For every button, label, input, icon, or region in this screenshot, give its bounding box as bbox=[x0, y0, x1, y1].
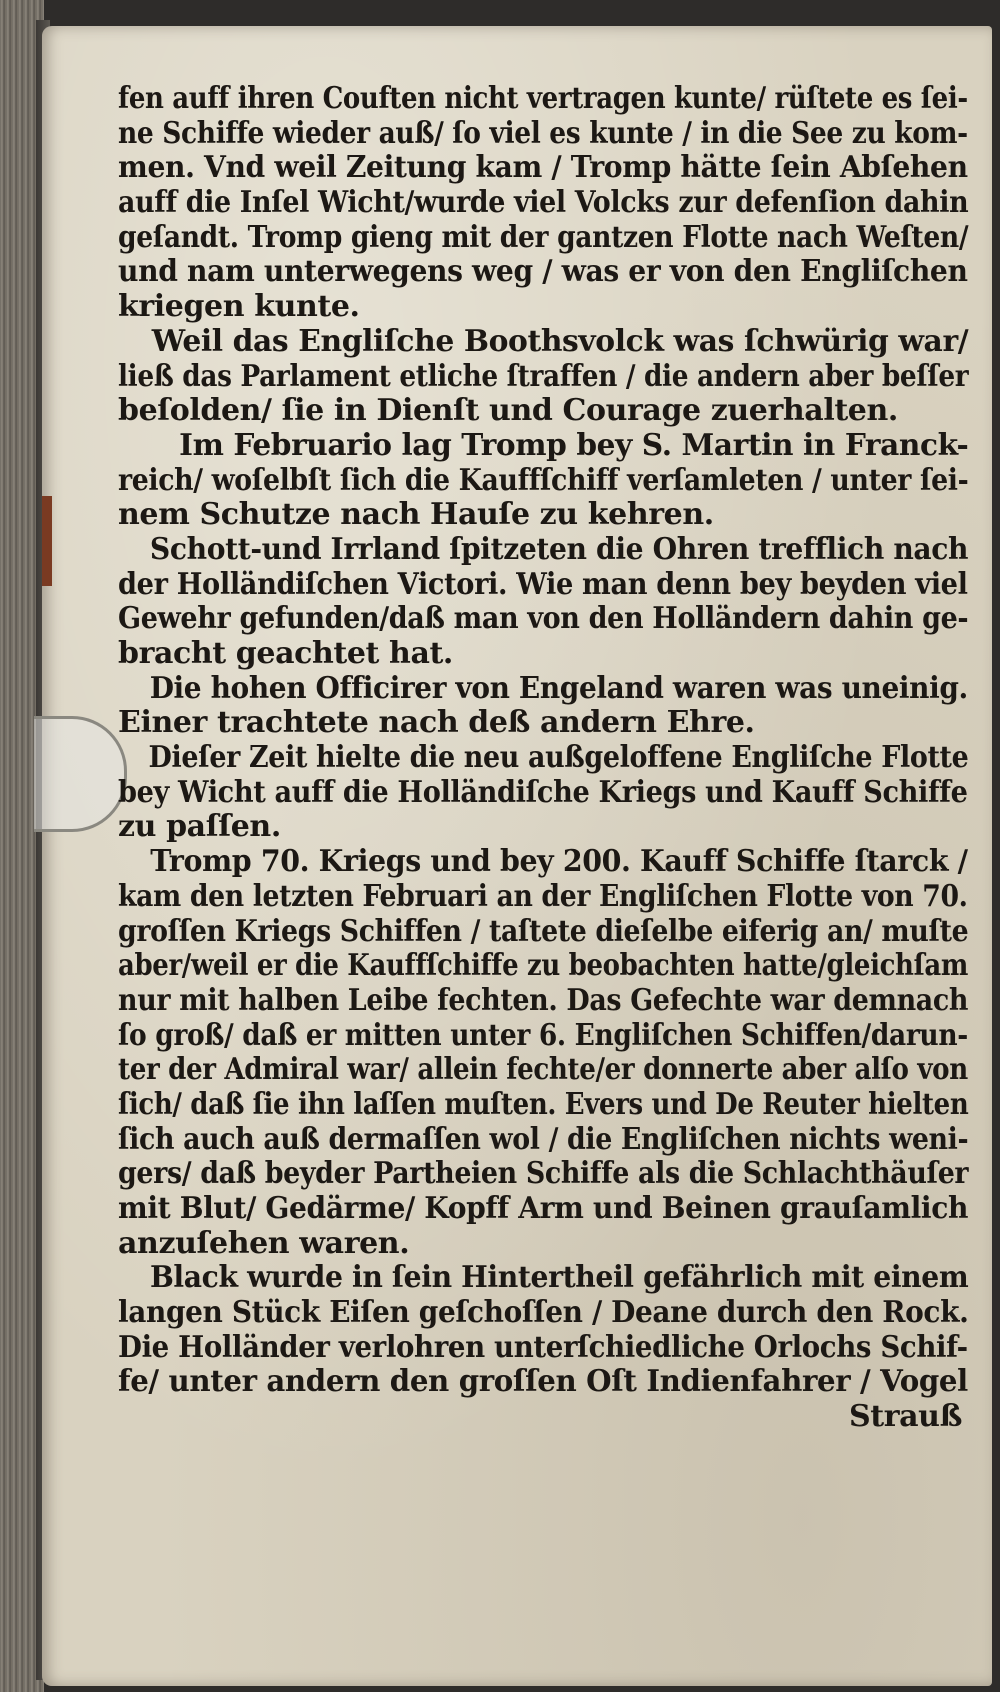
text-line: beſolden/ ſie in Dienſt und Courage zuerhalten. bbox=[118, 393, 898, 429]
text-line: ließ das Parlament etliche ſtraffen / die andern aber beſſer bbox=[118, 358, 969, 394]
text-line: bracht geachtet hat. bbox=[118, 636, 453, 671]
text-line: Einer trachtete nach deß andern Ehre. bbox=[118, 705, 755, 741]
text-line: und nam unterwegens weg / was er von den Engliſchen bbox=[118, 254, 968, 290]
text-line: Schott-und Irrland ſpitzeten die Ohren trefflich nach bbox=[149, 531, 969, 567]
text-line: ſo groß/ daß er mitten unter 6. Engliſchen Schiffen/darun- bbox=[118, 1017, 968, 1053]
page-edge-mark bbox=[42, 496, 52, 586]
text-line: groſſen Kriegs Schiffen / taſtete dieſelbe eiferig an/ muſte bbox=[118, 913, 969, 949]
text-line: auff die Inſel Wicht/wurde viel Volcks zur defenſion dahin bbox=[118, 185, 969, 221]
text-line: gers/ daß beyder Partheien Schiffe als die Schlachthäuſer bbox=[118, 1156, 969, 1192]
text-line: Die hohen Officirer von Engeland waren was uneinig. bbox=[149, 670, 968, 706]
text-line: nur mit halben Leibe fechten. Das Gefechte war demnach bbox=[118, 982, 969, 1018]
text-line: langen Stück Eiſen geſchoſſen / Deane durch den Rock. bbox=[118, 1295, 969, 1331]
text-line: anzuſehen waren. bbox=[118, 1225, 410, 1261]
text-line: ne Schiffe wieder auß/ ſo viel es kunte / in die See zu kom- bbox=[118, 115, 968, 151]
text-line: geſandt. Tromp gieng mit der gantzen Flotte nach Weſten/ bbox=[118, 219, 969, 255]
text-line: men. Vnd weil Zeitung kam / Tromp hätte ſein Abſehen bbox=[118, 150, 968, 186]
catchword: Strauß bbox=[849, 1399, 962, 1435]
text-line: zu paſſen. bbox=[118, 809, 281, 845]
text-line: Weil das Engliſche Boothsvolck was ſchwürig war/ bbox=[151, 323, 969, 359]
text-line: fe/ unter andern den groſſen Oſt Indienfahrer / Vogel bbox=[118, 1364, 968, 1400]
text-line: Tromp 70. Kriegs und bey 200. Kauff Schiffe ſtarck / bbox=[150, 844, 968, 880]
text-line: ſich/ daß ſie ihn laſſen muſten. Evers und De Reuter hielten bbox=[118, 1086, 969, 1122]
text-block bbox=[118, 82, 968, 1435]
text-line: Black wurde in ſein Hintertheil gefährlich mit einem bbox=[149, 1260, 969, 1296]
text-line: fen auff ihren Couften nicht vertragen kunte/ rüſtete es ſei- bbox=[118, 81, 968, 116]
text-line: mit Blut/ Gedärme/ Kopff Arm und Beinen grauſamlich bbox=[118, 1191, 969, 1226]
text-line: ſich auch auß dermaſſen wol / die Engliſchen nichts weni- bbox=[118, 1121, 969, 1157]
text-line: kam den letzten Februari an der Engliſchen Flotte von 70. bbox=[118, 878, 968, 914]
text-line: Die Holländer verlohren unterſchiedliche Orlochs Schif- bbox=[118, 1329, 968, 1365]
text-line: reich/ woſelbſt ſich die Kauffſchiff verſamleten / unter ſei- bbox=[118, 462, 969, 498]
text-line: Dieſer Zeit hielte die neu außgeloffene Engliſche Flotte bbox=[148, 740, 969, 776]
text-line: nem Schutze nach Hauſe zu kehren. bbox=[118, 497, 714, 533]
text-line: Im Februario lag Tromp bey S. Martin in Franck- bbox=[179, 427, 969, 463]
text-line: aber/weil er die Kauffſchiffe zu beobachten hatte/gleichſam bbox=[118, 948, 969, 984]
text-line: Gewehr gefunden/daß man von den Holländern dahin ge- bbox=[118, 601, 969, 637]
text-line: bey Wicht auff die Holländiſche Kriegs und Kauff Schiffe bbox=[118, 774, 968, 810]
page-clip bbox=[34, 716, 127, 832]
text-line: der Holländiſchen Victori. Wie man denn bey beyden viel bbox=[118, 566, 968, 602]
text-line: kriegen kunte. bbox=[118, 289, 360, 325]
text-line: ter der Admiral war/ allein fechte/er donnerte aber alſo von bbox=[118, 1052, 968, 1088]
